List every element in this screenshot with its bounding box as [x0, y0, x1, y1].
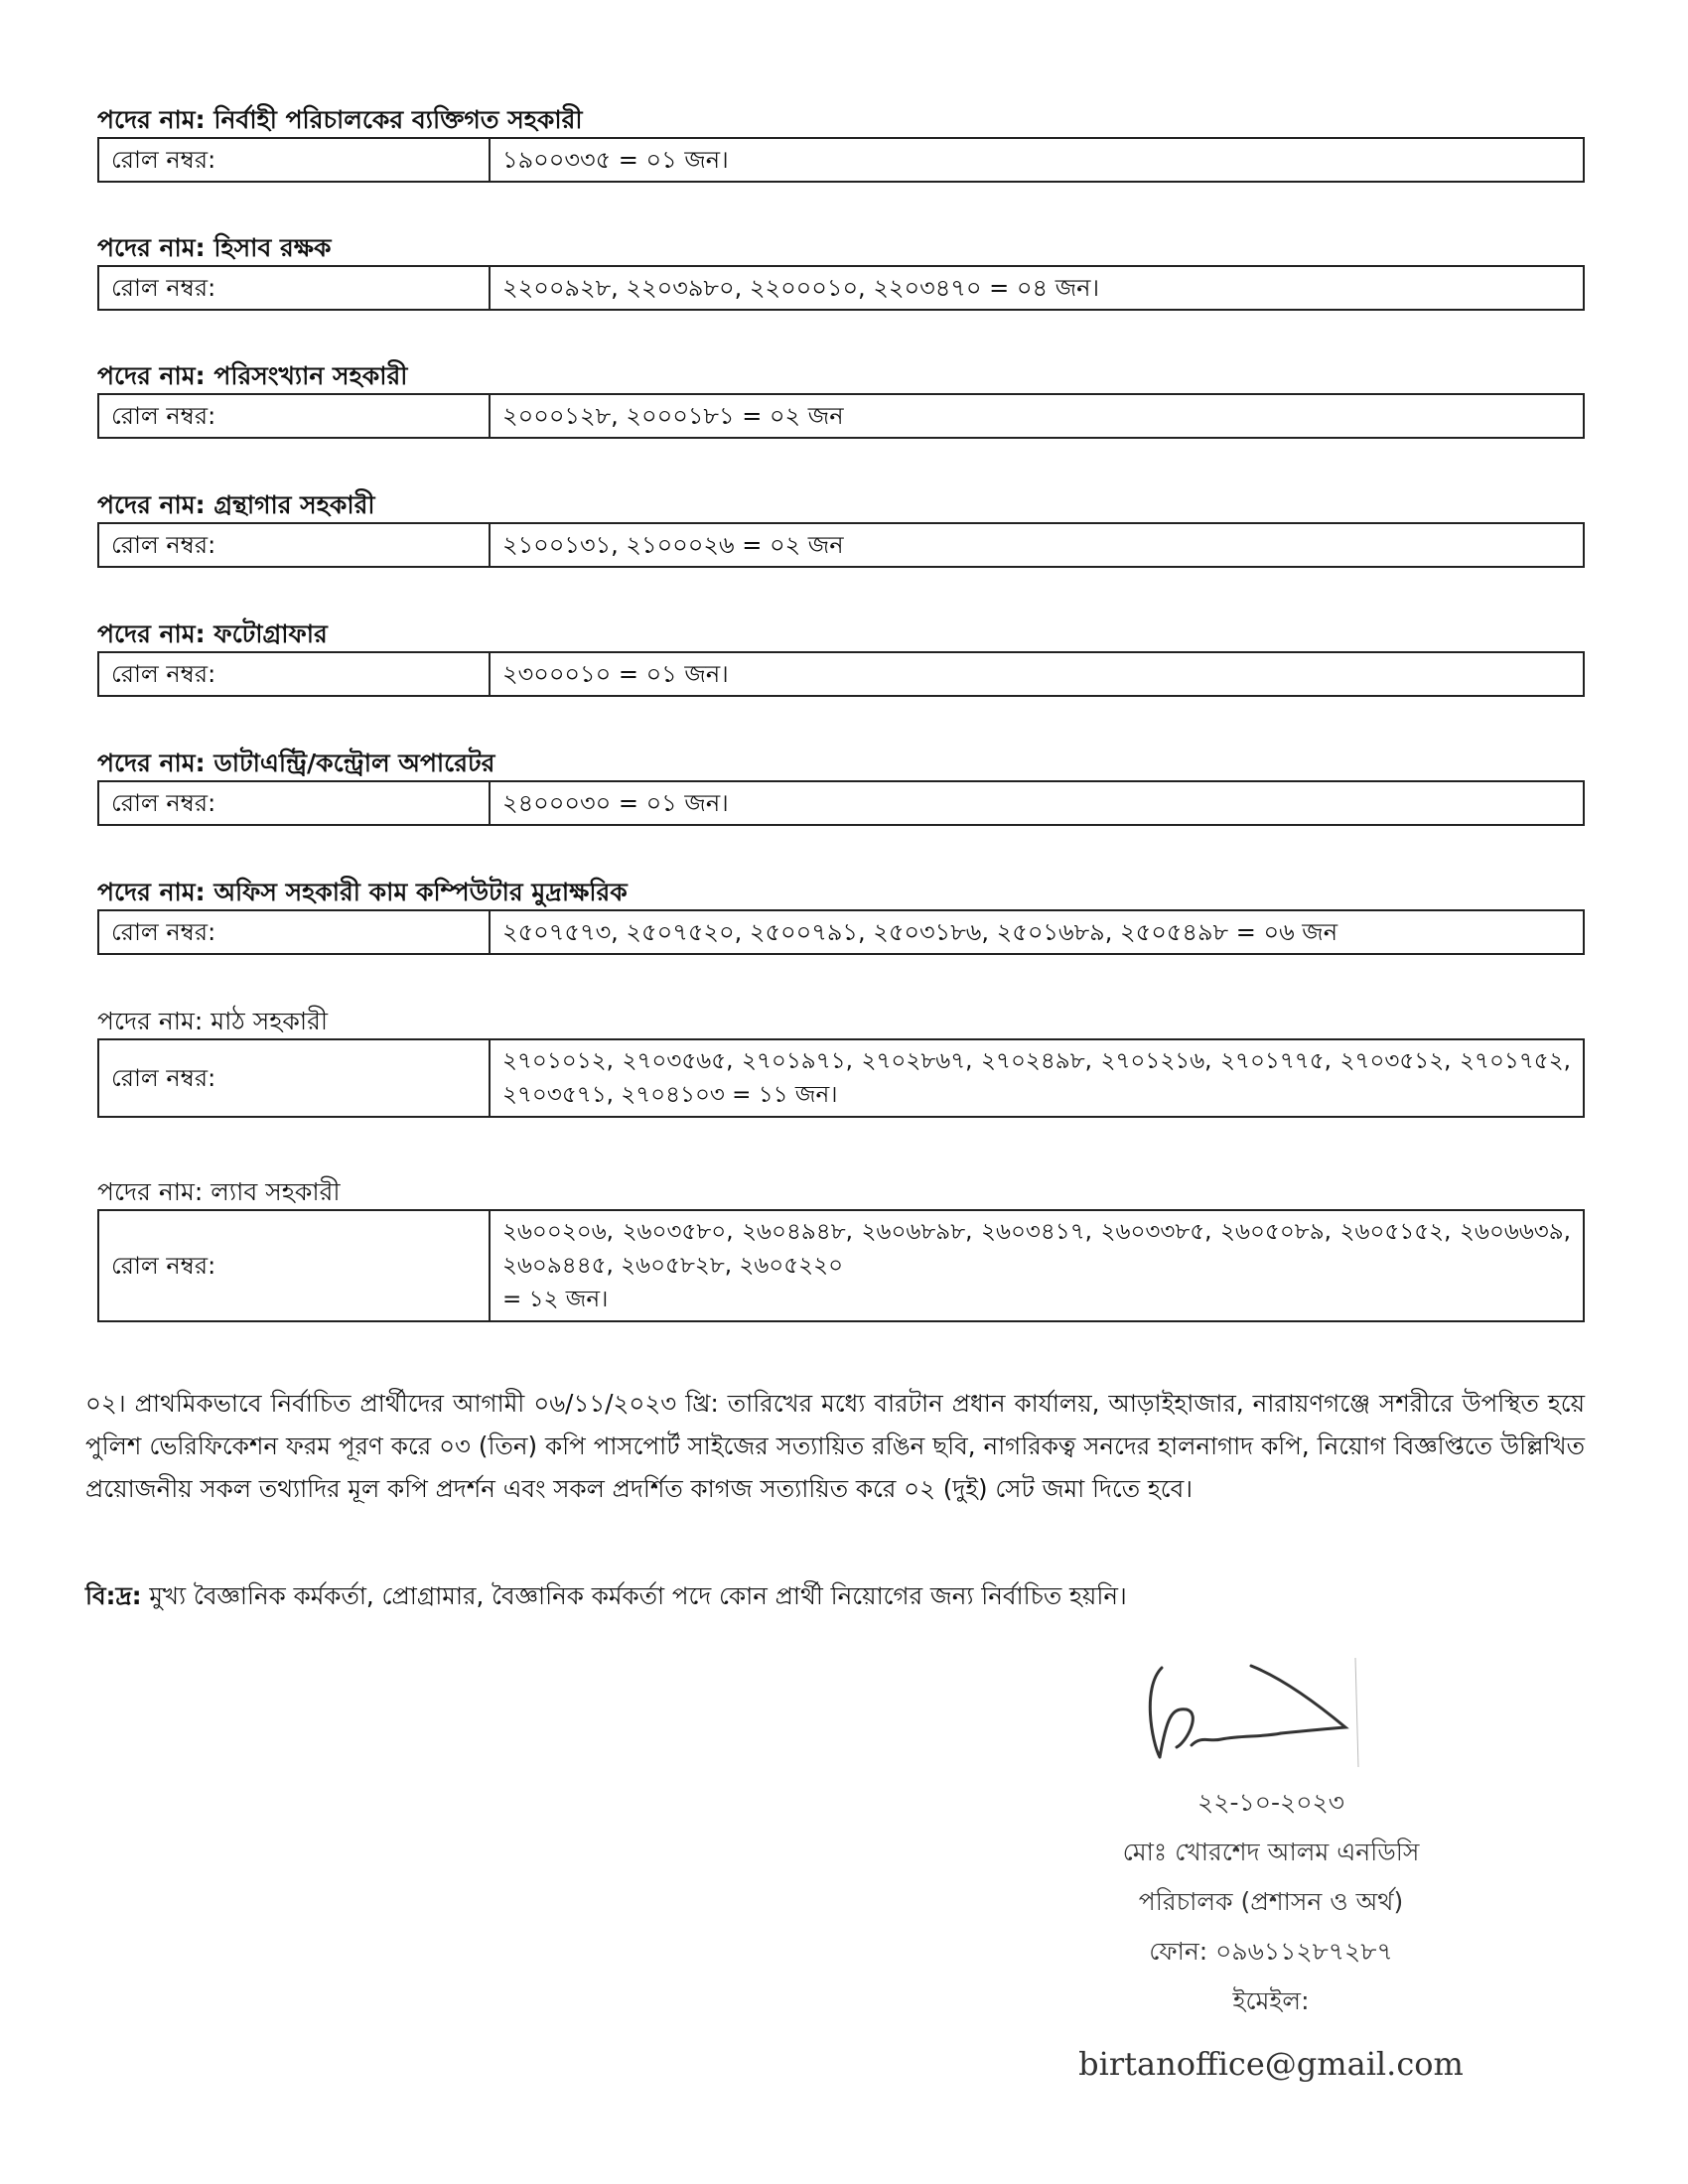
roll-label: রোল নম্বর:: [98, 1210, 490, 1321]
post-heading: পদের নাম: ডাটাএন্ট্রি/কন্ট্রোল অপারেটর: [97, 749, 495, 777]
roll-numbers: ২৬০০২০৬, ২৬০৩৫৮০, ২৬০৪৯৪৮, ২৬০৬৮৯৮, ২৬০৩৪১৭, ২৬০৩৩৮৫, ২৬০৫০৮৯, ২৬০৫১৫২, ২৬০৬৬৩৯, ২৬০৯৪৪৫, ২৬০৫৮২৮, ২৬০৫২২০: [502, 1219, 1571, 1279]
roll-label: রোল নম্বর:: [98, 138, 490, 182]
roll-table: [97, 1209, 1585, 1322]
roll-label: রোল নম্বর:: [98, 394, 490, 438]
post-section: [97, 1175, 1585, 1322]
post-section: [97, 231, 1585, 311]
post-heading: পদের নাম: নির্বাহী পরিচালকের ব্যক্তিগত সহকারী: [97, 105, 583, 134]
roll-numbers: ২১০০১৩১, ২১০০০২৬ = ০২ জন: [490, 523, 1584, 567]
post-heading: পদের নাম: অফিস সহকারী কাম কম্পিউটার মুদ্রাক্ষরিক: [97, 878, 628, 906]
post-heading: পদের নাম: ফটোগ্রাফার: [97, 619, 328, 648]
post-heading: পদের নাম: পরিসংখ্যান সহকারী: [97, 361, 408, 390]
signatory-phone: ফোন: ০৯৬১১২৮৭২৮৭: [1149, 1937, 1393, 1966]
signature-date: ২২-১০-২০২৩: [1196, 1788, 1345, 1817]
signatory-designation: পরিচালক (প্রশাসন ও অর্থ): [1138, 1887, 1404, 1916]
post-heading: পদের নাম: ল্যাব সহকারী: [97, 1177, 341, 1206]
roll-label: রোল নম্বর:: [98, 523, 490, 567]
post-section: [97, 747, 1585, 826]
post-heading: পদের নাম: হিসাব রক্ষক: [97, 233, 332, 262]
email-address: birtanoffice@gmail.com: [1078, 2045, 1464, 2083]
roll-label: রোল নম্বর:: [98, 266, 490, 310]
note: [85, 1576, 1127, 1616]
signatory-name: মোঃ খোরশেদ আলম এনডিসি: [1122, 1838, 1420, 1866]
email-label: ইমেইল:: [1232, 1986, 1310, 2015]
post-section: [97, 103, 1585, 183]
roll-numbers: ২৫০৭৫৭৩, ২৫০৭৫২০, ২৫০০৭৯১, ২৫০৩১৮৬, ২৫০১৬৮৯, ২৫০৫৪৯৮ = ০৬ জন: [490, 910, 1584, 954]
note-label: বি:দ্র:: [85, 1581, 142, 1610]
roll-table: [97, 393, 1585, 439]
roll-numbers: ২৩০০০১০ = ০১ জন।: [490, 652, 1584, 696]
roll-label: রোল নম্বর:: [98, 910, 490, 954]
roll-numbers-cell: [490, 1210, 1584, 1321]
roll-numbers: ২৪০০০৩০ = ০১ জন।: [490, 781, 1584, 825]
roll-numbers: ২০০০১২৮, ২০০০১৮১ = ০২ জন: [490, 394, 1584, 438]
roll-total: = ১২ জন।: [502, 1287, 609, 1312]
roll-label: রোল নম্বর:: [98, 1039, 490, 1117]
post-heading: পদের নাম: গ্রন্থাগার সহকারী: [97, 490, 375, 519]
instruction-paragraph: ০২। প্রাথমিকভাবে নির্বাচিত প্রার্থীদের আগামী ০৬/১১/২০২৩ খ্রি: তারিখের মধ্যে বারটান প্রধান কার্যালয়, আড়াইহাজার, নারায়ণগঞ্জে সশরীরে উপস্থিত হয়ে পুলিশ ভেরিফিকেশন ফরম পূরণ করে ০৩ (তিন) কপি পাসপোর্ট সাইজের সত্যায়িত রঙিন ছবি, নাগরিকত্ব সনদের হালনাগাদ কপি, নিয়োগ বিজ্ঞপ্তিতে উল্লিখিত প্রয়োজনীয় সকল তথ্যাদির মূল কপি প্রদর্শন এবং সকল প্রদর্শিত কাগজ সত্যায়িত করে ০২ (দুই) সেট জমা দিতে হবে।: [85, 1389, 1585, 1503]
roll-table: [97, 522, 1585, 568]
roll-table: [97, 1038, 1585, 1118]
post-section: [97, 488, 1585, 568]
post-heading: পদের নাম: মাঠ সহকারী: [97, 1007, 329, 1035]
post-section: [97, 359, 1585, 439]
roll-label: রোল নম্বর:: [98, 781, 490, 825]
signature-icon: [1132, 1648, 1370, 1777]
roll-numbers: ১৯০০৩৩৫ = ০১ জন।: [490, 138, 1584, 182]
roll-table: [97, 137, 1585, 183]
note-text: মুখ্য বৈজ্ঞানিক কর্মকর্তা, প্রোগ্রামার, বৈজ্ঞানিক কর্মকর্তা পদে কোন প্রার্থী নিয়োগের জন্য নির্বাচিত হয়নি।: [141, 1581, 1127, 1610]
roll-table: [97, 780, 1585, 826]
roll-table: [97, 651, 1585, 697]
post-section: [97, 617, 1585, 697]
roll-table: [97, 265, 1585, 311]
roll-table: [97, 909, 1585, 955]
post-section: [97, 876, 1585, 955]
roll-label: রোল নম্বর:: [98, 652, 490, 696]
post-section: [97, 1005, 1585, 1118]
roll-numbers: ২৭০১০১২, ২৭০৩৫৬৫, ২৭০১৯৭১, ২৭০২৮৬৭, ২৭০২৪৯৮, ২৭০১২১৬, ২৭০১৭৭৫, ২৭০৩৫১২, ২৭০১৭৫২, ২৭০৩৫৭১, ২৭০৪১০৩ = ১১ জন।: [490, 1039, 1584, 1117]
roll-numbers: ২২০০৯২৮, ২২০৩৯৮০, ২২০০০১০, ২২০৩৪৭০ = ০৪ জন।: [490, 266, 1584, 310]
